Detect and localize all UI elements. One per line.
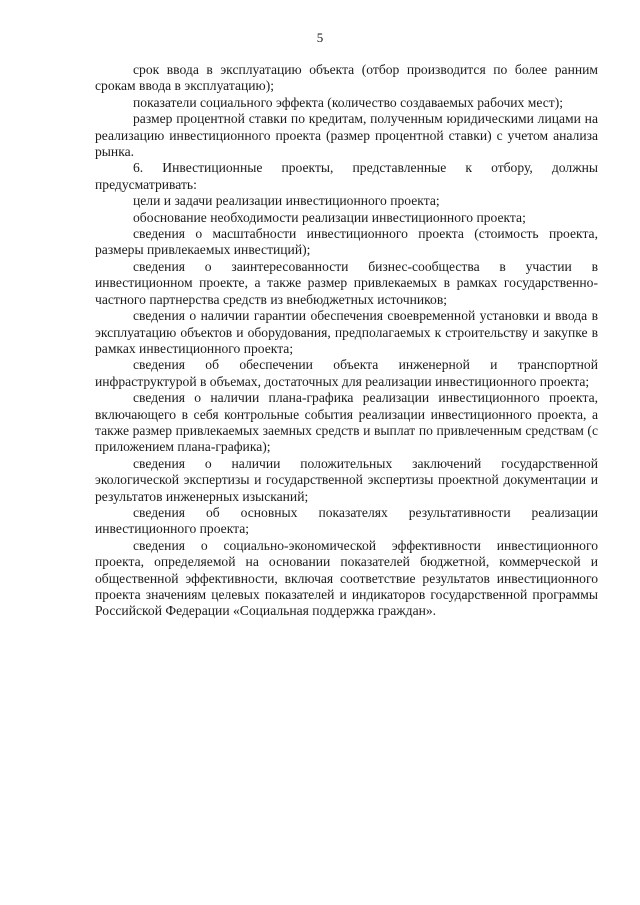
paragraph-infrastructure: сведения об обеспечении объекта инженерной и транспортной инфраструктурой в объемах, достаточных для реализации инвестиционного проекта; <box>95 357 598 389</box>
paragraph-justification: обоснование необходимости реализации инвестиционного проекта; <box>133 209 526 225</box>
page-number: 5 <box>316 30 324 45</box>
paragraph-business-interest: сведения о заинтересованности бизнес-сообщества в участии в инвестиционном проекте, а также размер привлекаемых в рамках государственно-частного партнерства средств из внебюджетных источников; <box>95 258 598 307</box>
paragraph-installation-guarantee: сведения о наличии гарантии обеспечения своевременной установки и ввода в эксплуатацию объектов и оборудования, предполагаемых к строительству и закупке в рамках инвестиционного проекта; <box>95 308 598 356</box>
paragraph-expert-conclusions: сведения о наличии положительных заключений государственной экологической экспертизы и государственной экспертизы проектной документации и результатов инженерных изысканий; <box>95 455 598 504</box>
paragraph-social-effect: показатели социального эффекта (количество создаваемых рабочих мест); <box>133 94 564 110</box>
paragraph-commissioning-deadline: срок ввода в эксплуатацию объекта (отбор производится по более ранним срокам ввода в эксплуатацию); <box>95 62 598 94</box>
paragraph-performance-indicators: сведения об основных показателях результативности реализации инвестиционного проекта; <box>95 504 598 537</box>
paragraph-socioeconomic-efficiency: сведения о социально-экономической эффективности инвестиционного проекта, определяемой на основании показателей бюджетной, коммерческой и общественной эффективности, включая соответствие результатов инвестиционного проекта значениям целевых показателей и индикаторов государственной программы Российской Федерации «Социальная поддержка граждан». <box>95 537 598 619</box>
document-body <box>95 62 598 620</box>
paragraph-project-scale: сведения о масштабности инвестиционного проекта (стоимость проекта, размеры привлекаемых инвестиций); <box>95 226 598 258</box>
paragraph-schedule: сведения о наличии плана-графика реализации инвестиционного проекта, включающего в себя контрольные события реализации инвестиционного проекта, а также размер привлекаемых заемных средств и выплат по привлеченным средствам (с приложением плана-графика); <box>95 390 598 455</box>
paragraph-interest-rate: размер процентной ставки по кредитам, полученным юридическими лицами на реализацию инвестиционного проекта (размер процентной ставки) с учетом анализа рынка. <box>95 111 598 160</box>
paragraph-goals-tasks: цели и задачи реализации инвестиционного проекта; <box>133 193 440 209</box>
paragraph-section-6-heading: 6. Инвестиционные проекты, представленные к отбору, должны предусматривать: <box>95 160 598 192</box>
